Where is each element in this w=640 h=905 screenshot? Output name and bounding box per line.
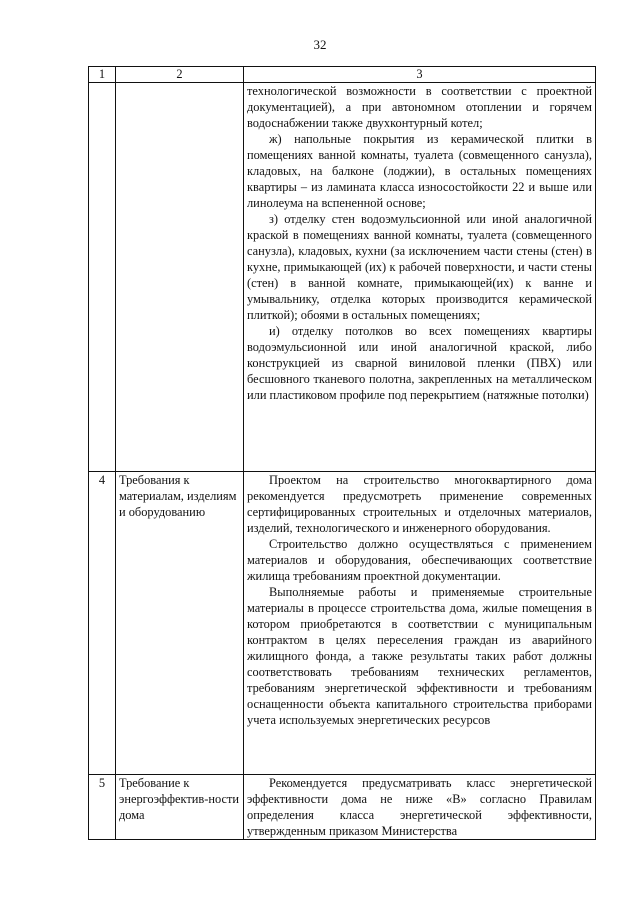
- requirement-text: [244, 472, 596, 775]
- paragraph: з) отделку стен водоэмульсионной или иной аналогичной краской в помещениях ванной комнаты, туалета (совмещенного санузла), кладовых, кухни (за исключением части стены (стен) в кухне, примыкающей (их) к рабочей поверхности, и части стены (стен) в ванной комнате, примыкающей(их) к ванне и умывальнику, отделка которых производится керамической плиткой); обоями в остальных помещениях;: [247, 212, 592, 322]
- row-number: [89, 83, 116, 472]
- column-header-3: 3: [244, 67, 596, 83]
- paragraph: и) отделку потолков во всех помещениях квартиры водоэмульсионной или иной аналогичной краской, либо конструкцией из сварной виниловой пленки (ПВХ) или бесшовного тканевого полотна, закрепленных на металлическом или пластиковом профиле под перекрытием (натяжные потолки): [247, 324, 592, 402]
- paragraph: Выполняемые работы и применяемые строительные материалы в процессе строительства дома, жилые помещения в котором приобретаются в соответствии с муниципальным контрактом в целях переселения граждан из аварийного жилищного фонда, а также результаты таких работ должны соответствовать требованиям технических регламентов, требованиям энергетической эффективности и требованиям оснащенности объекта капитального строительства приборами учета используемых энергетических ресурсов: [247, 585, 592, 727]
- paragraph: ж) напольные покрытия из керамической плитки в помещениях ванной комнаты, туалета (совмещенного санузла), кладовых, на балконе (лоджии), в остальных помещениях квартиры – из ламината класса износостойкости 22 и выше или линолеума на вспененной основе;: [247, 132, 592, 210]
- row-number: 5: [89, 775, 116, 840]
- paragraph: Строительство должно осуществляться с применением материалов и оборудования, обеспечивающих соответствие жилища требованиям проектной документации.: [247, 537, 592, 583]
- page-number: 32: [313, 37, 327, 52]
- table-row: [89, 472, 596, 775]
- paragraph: Проектом на строительство многоквартирного дома рекомендуется предусмотреть применение современных сертифицированных строительных и отделочных материалов, изделий, технологического и инженерного оборудования.: [247, 473, 592, 535]
- table-header-row: [89, 67, 596, 83]
- requirement-text: [244, 775, 596, 840]
- table-row: [89, 775, 596, 840]
- requirement-name: [116, 83, 244, 472]
- requirements-table: [88, 66, 596, 840]
- paragraph: Рекомендуется предусматривать класс энергетической эффективности дома не ниже «В» согласно Правилам определения класса энергетической эффективности, утвержденным приказом Министерства: [247, 776, 592, 838]
- row-number: 4: [89, 472, 116, 775]
- requirement-text: [244, 83, 596, 472]
- column-header-2: 2: [116, 67, 244, 83]
- requirement-name: Требование к энергоэффектив-ности дома: [116, 775, 244, 840]
- requirement-name: Требования к материалам, изделиям и оборудованию: [116, 472, 244, 775]
- column-header-1: 1: [89, 67, 116, 83]
- paragraph: технологической возможности в соответствии с проектной документацией), а при автономном отоплении и горячем водоснабжении также двухконтурный котел;: [247, 84, 592, 130]
- table-row: [89, 83, 596, 472]
